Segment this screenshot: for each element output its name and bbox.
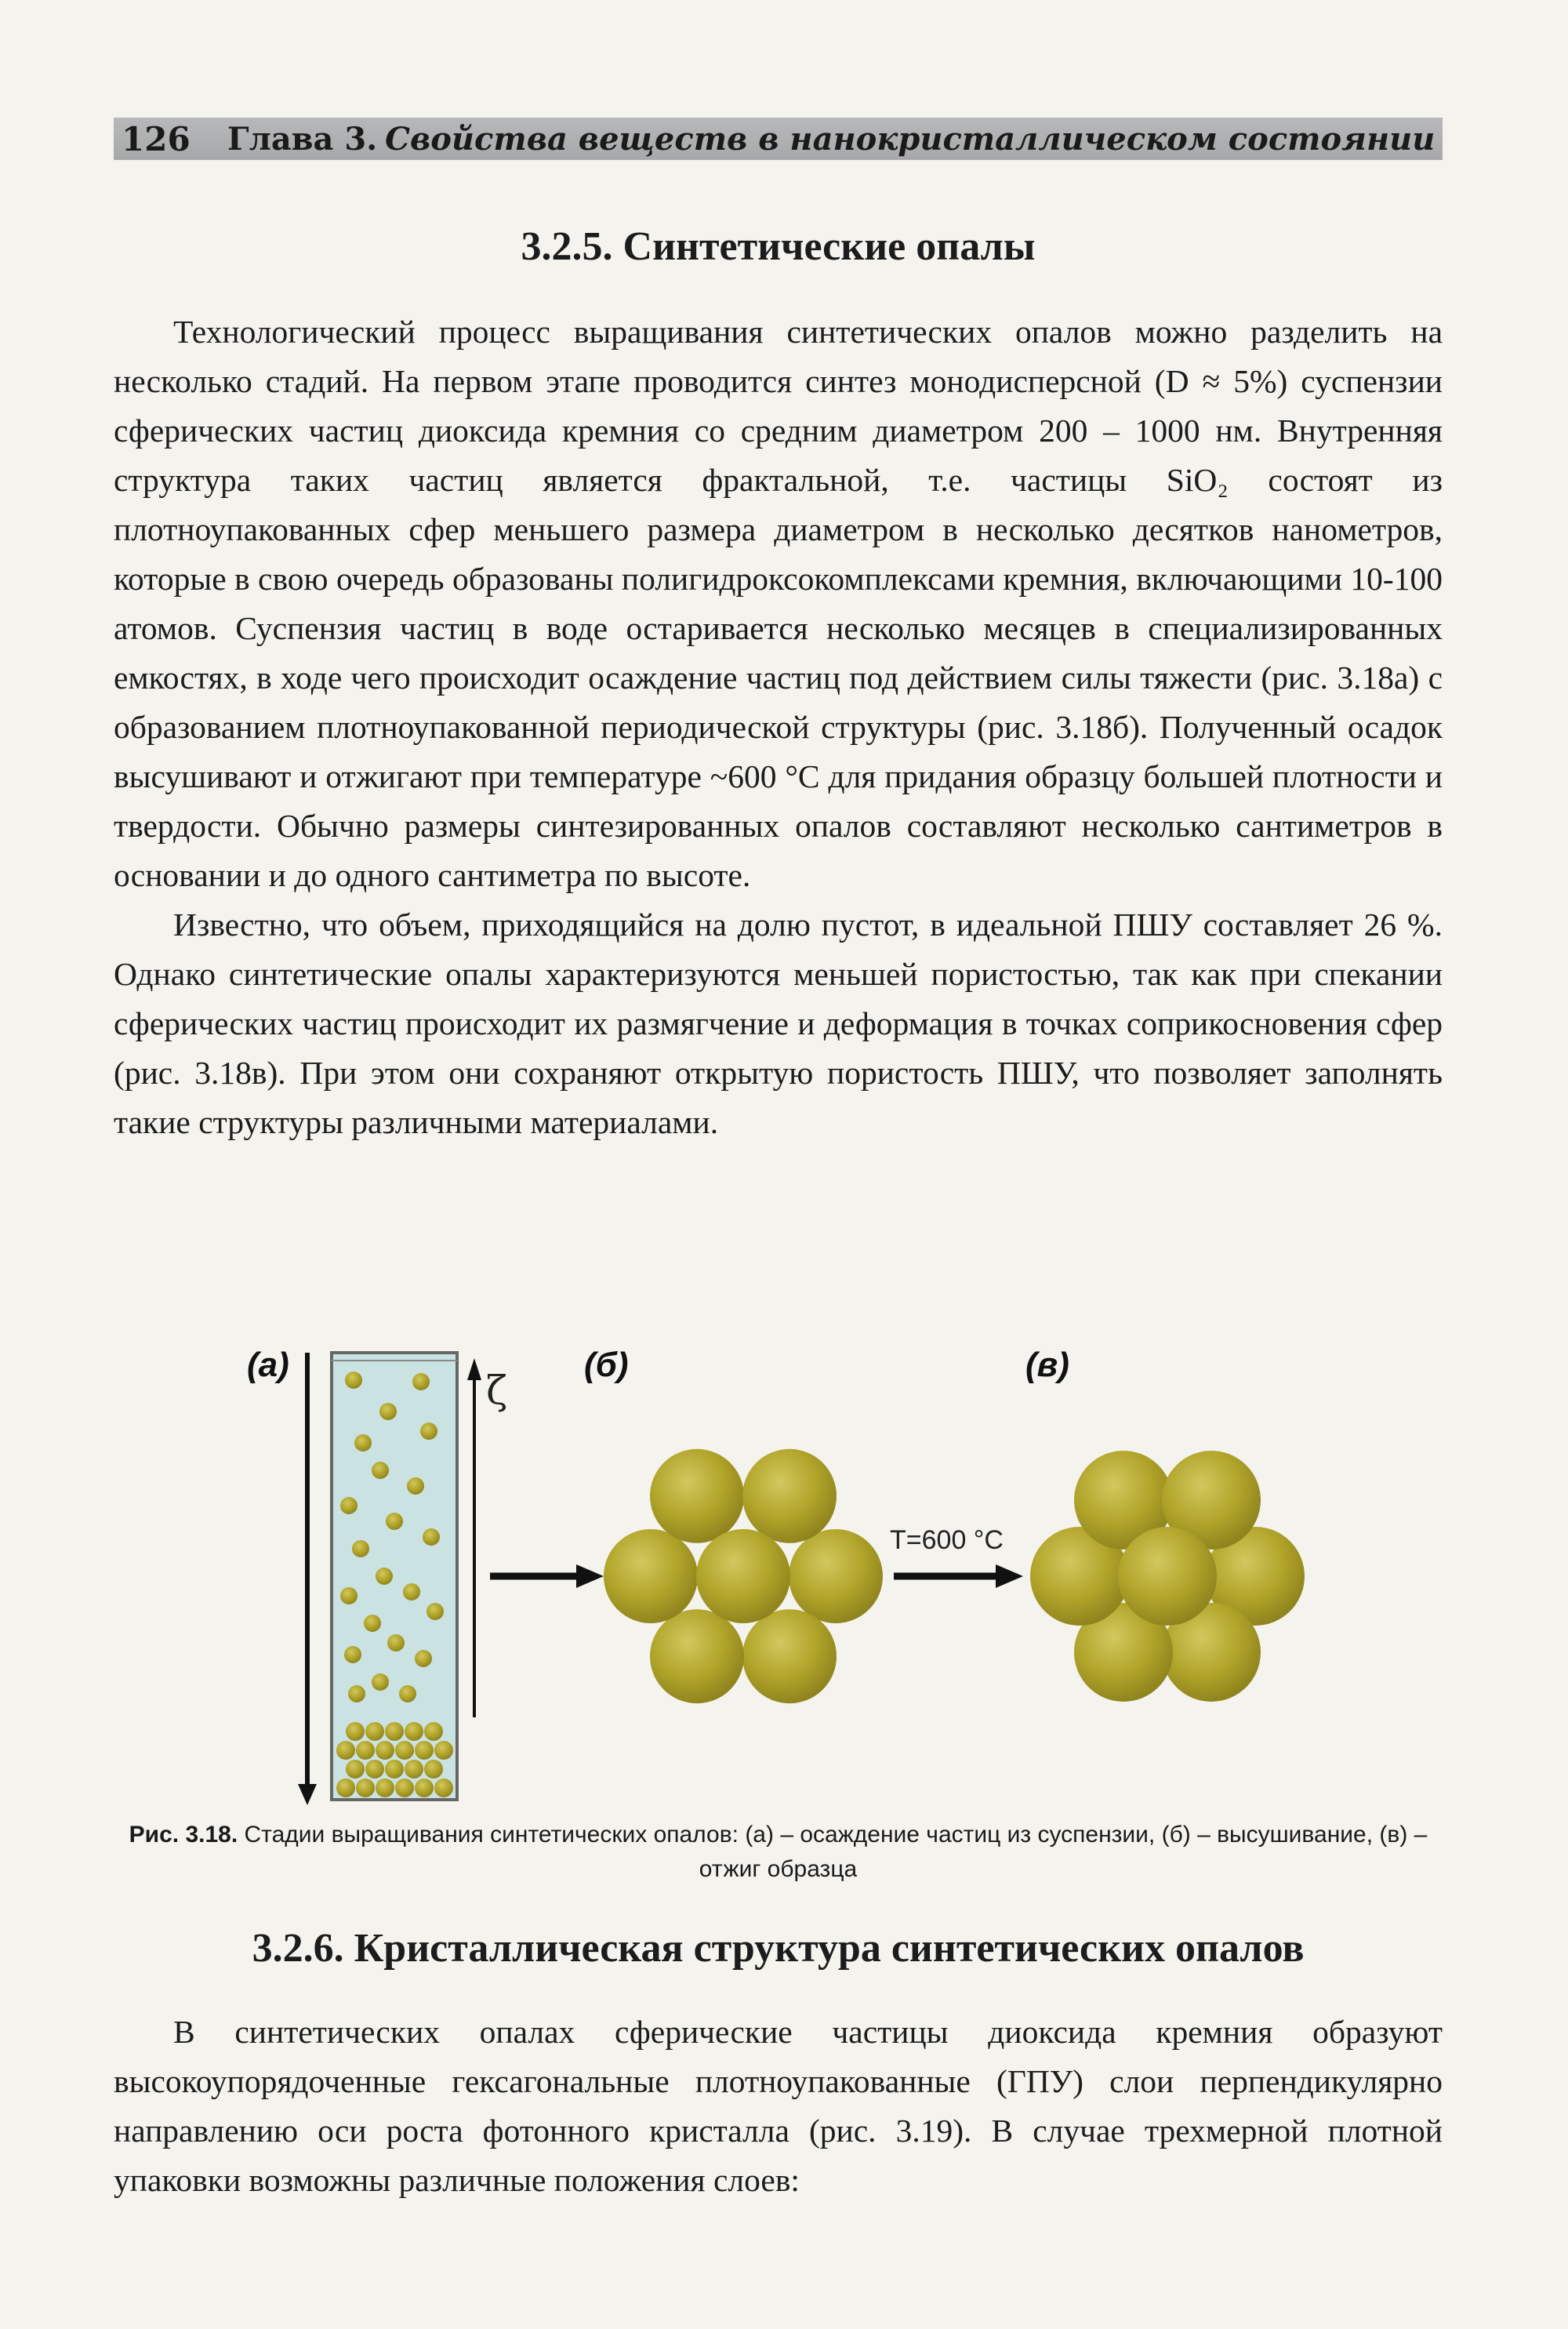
caption-label: Рис. 3.18.	[129, 1822, 238, 1848]
zeta-arrow	[467, 1358, 507, 1717]
packed-particle	[434, 1779, 453, 1797]
annealing-temperature: T=600 °C	[890, 1525, 1004, 1555]
particle	[344, 1646, 361, 1663]
packed-particle	[365, 1760, 384, 1779]
sedimentation-arrow	[298, 1353, 317, 1805]
annealed-sphere-cluster	[1030, 1451, 1305, 1702]
section-title-325: 3.2.5. Синтетические опалы	[521, 224, 1036, 269]
opal-sphere	[1118, 1527, 1217, 1626]
label-a: (а)	[247, 1346, 289, 1384]
chapter-number: Глава 3.	[227, 120, 378, 158]
packed-particle	[395, 1741, 414, 1760]
figure-3-18	[114, 1325, 1443, 1890]
opal-sphere	[604, 1529, 698, 1623]
packed-particle	[405, 1760, 423, 1779]
paragraph: Технологический процесс выращивания синтетических опалов можно разделить на несколько стадий. На первом этапе проводится синтез монодисперсной (D ≈ 5%) суспензии сферических частиц диоксида кремния со средним диаметром 200 – 1000 нм. Внутренняя структура таких частиц является фрактальной, т.е. частицы SiO₂ состоят из плотноупакованных сфер меньшего размера диаметром в несколько десятков нанометров, которые в свою очередь образованы полигидроксокомплексами кремния, включающими 10-100 атомов. Суспензия частиц в воде остаривается несколько месяцев в специализированных емкостях, в ходе чего происходит осаждение частиц под действием силы тяжести (рис. 3.18а) с образованием плотноупакованной периодической структуры (рис. 3.18б). Полученный осадок высушивают и отжигают при температуре ~600 °С для придания образцу большей плотности и твердости. Обычно размеры синтезированных опалов составляют несколько сантиметров в основании и до одного сантиметра по высоте.	[114, 314, 1443, 893]
particle	[426, 1603, 444, 1620]
particle	[415, 1650, 432, 1667]
opal-sphere	[650, 1449, 744, 1543]
packed-particle	[395, 1779, 414, 1797]
packed-particle	[434, 1741, 453, 1760]
label-c: (в)	[1025, 1346, 1069, 1384]
opal-sphere	[696, 1529, 790, 1623]
page-number: 126	[122, 119, 191, 158]
particle	[399, 1685, 416, 1702]
particle	[340, 1497, 358, 1514]
packed-particle	[356, 1779, 375, 1797]
packed-particle	[376, 1779, 394, 1797]
section-body-326	[114, 2007, 1443, 2205]
particle	[376, 1568, 393, 1585]
particle	[423, 1528, 440, 1546]
particle	[345, 1372, 362, 1389]
caption-text: Стадии выращивания синтетических опалов: (а) – осаждение частиц из суспензии, (б) – высушивание, (в) – отжиг образца	[244, 1822, 1428, 1882]
particle	[420, 1422, 437, 1440]
packed-particle	[424, 1722, 443, 1741]
particle	[340, 1587, 358, 1604]
packed-particle	[356, 1741, 375, 1760]
packed-particle	[415, 1779, 434, 1797]
particle	[348, 1685, 365, 1702]
suspension-container	[332, 1353, 457, 1800]
opal-sphere	[742, 1609, 837, 1703]
particle	[372, 1462, 389, 1479]
packed-particle	[336, 1779, 355, 1797]
packed-particle	[424, 1760, 443, 1779]
packed-particle	[336, 1741, 355, 1760]
dried-sphere-cluster	[604, 1449, 883, 1703]
particle	[386, 1513, 403, 1530]
opal-sphere	[742, 1449, 837, 1543]
packed-particle	[376, 1741, 394, 1760]
particle	[387, 1634, 405, 1651]
packed-particle	[365, 1722, 384, 1741]
packed-particle	[415, 1741, 434, 1760]
figure-illustration	[114, 1325, 1443, 1811]
particle	[412, 1373, 430, 1390]
packed-particle	[385, 1722, 404, 1741]
opal-sphere	[789, 1529, 883, 1623]
packed-particle	[385, 1760, 404, 1779]
figure-caption	[114, 1818, 1443, 1887]
section-body-325	[114, 307, 1443, 1147]
particle	[354, 1434, 372, 1452]
label-b: (б)	[584, 1346, 629, 1384]
section-title-326: 3.2.6. Кристаллическая структура синтетических опалов	[252, 1926, 1305, 1971]
particle	[407, 1477, 424, 1495]
zeta-symbol: ζ	[486, 1368, 508, 1413]
arrow-to-annealing	[890, 1525, 1023, 1588]
particle	[364, 1615, 381, 1632]
particle	[379, 1403, 397, 1420]
packed-particle	[346, 1722, 365, 1741]
chapter-title: Свойства веществ в нанокристаллическом состоянии	[385, 120, 1436, 158]
packed-particle	[405, 1722, 423, 1741]
paragraph: Известно, что объем, приходящийся на долю пустот, в идеальной ПШУ составляет 26 %. Однако синтетические опалы характеризуются меньшей пористостью, так как при спекании сферических частиц происходит их размягчение и деформация в точках соприкосновения сфер (рис. 3.18в). При этом они сохраняют открытую пористость ПШУ, что позволяет заполнять такие структуры различными материалами.	[114, 907, 1443, 1140]
paragraph: В синтетических опалах сферические частицы диоксида кремния образуют высокоупорядоченные гексагональные плотноупакованные (ГПУ) слои перпендикулярно направлению оси роста фотонного кристалла (рис. 3.19). В случае трехмерной плотной упаковки возможны различные положения слоев:	[114, 2014, 1443, 2198]
running-header	[114, 118, 1443, 160]
particle	[372, 1673, 389, 1691]
particle	[352, 1540, 369, 1557]
arrow-to-drying	[490, 1564, 604, 1588]
packed-particle	[346, 1760, 365, 1779]
particle	[403, 1583, 420, 1601]
opal-sphere	[650, 1609, 744, 1703]
